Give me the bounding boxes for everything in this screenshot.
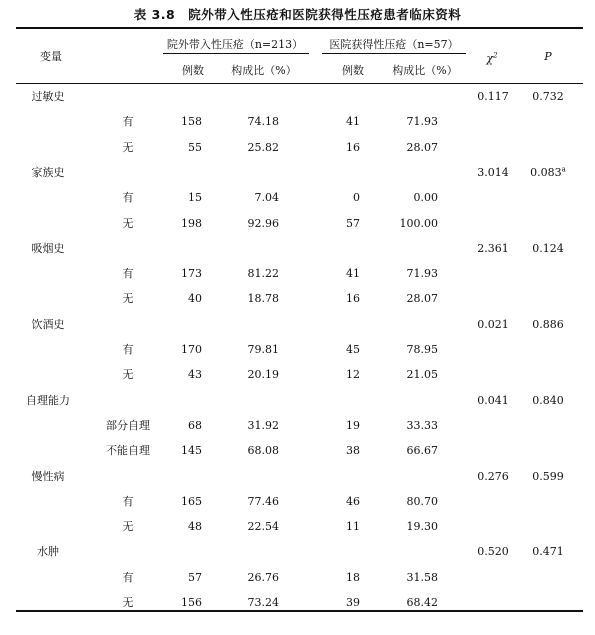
count-group2: 38 <box>346 444 360 458</box>
table-title: 表 3.8 院外带入性压疮和医院获得性压疮患者临床资料 <box>133 7 462 22</box>
ratio-group1: 25.82 <box>247 140 279 154</box>
count-group1: 145 <box>181 444 202 458</box>
p-value-text: 0.083 <box>530 165 562 179</box>
header-chi2: $\chi^2$ <box>486 51 498 65</box>
ratio-group1: 79.81 <box>247 343 279 356</box>
p-footnote-mark: a <box>561 165 566 174</box>
count-group2: 11 <box>346 520 360 534</box>
level-label: 有 <box>122 494 134 508</box>
count-group2: 16 <box>346 292 360 306</box>
count-group1: 173 <box>181 267 202 281</box>
count-group1: 158 <box>181 115 202 129</box>
count-group2: 57 <box>346 216 360 230</box>
variable-label: 家族史 <box>31 165 65 179</box>
ratio-group1: 18.78 <box>247 292 279 306</box>
count-group1: 55 <box>188 140 202 154</box>
level-label: 无 <box>122 216 134 230</box>
variable-label: 自理能力 <box>26 393 70 407</box>
variable-label: 水肿 <box>37 545 59 559</box>
level-label: 不能自理 <box>106 444 150 458</box>
level-label: 无 <box>122 368 134 382</box>
header-count-2: 例数 <box>342 64 364 77</box>
ratio-group1: 22.54 <box>247 520 279 534</box>
level-label: 无 <box>122 520 134 534</box>
count-group2: 41 <box>346 267 360 281</box>
count-group1: 43 <box>188 368 202 382</box>
ratio-group1: 31.92 <box>247 418 279 432</box>
count-group2: 46 <box>346 494 360 508</box>
chi2-value: 0.041 <box>477 393 509 407</box>
level-label: 有 <box>122 570 134 584</box>
group2-underline <box>322 53 466 54</box>
ratio-group2: 31.58 <box>406 570 438 584</box>
variable-label: 过敏史 <box>31 90 65 103</box>
variable-label: 饮酒史 <box>31 317 65 331</box>
group1-underline <box>163 53 309 54</box>
count-group2: 39 <box>346 596 360 609</box>
p-value: 0.124 <box>532 241 564 255</box>
count-group1: 68 <box>188 418 202 432</box>
variable-label: 吸烟史 <box>31 241 65 255</box>
count-group1: 156 <box>181 596 202 609</box>
ratio-group2: 100.00 <box>399 216 438 230</box>
count-group2: 41 <box>346 115 360 129</box>
count-group1: 57 <box>188 570 202 584</box>
ratio-group1: 81.22 <box>247 267 279 281</box>
ratio-group1: 26.76 <box>247 570 279 584</box>
count-group2: 0 <box>353 191 360 205</box>
level-label: 部分自理 <box>106 418 150 432</box>
count-group1: 165 <box>181 494 202 508</box>
level-label: 有 <box>122 115 134 129</box>
ratio-group2: 68.42 <box>406 596 438 609</box>
ratio-group2: 71.93 <box>406 115 438 129</box>
ratio-group2: 80.70 <box>406 494 438 508</box>
count-group1: 48 <box>188 520 202 534</box>
chi2-value: 0.117 <box>477 90 509 103</box>
count-group1: 15 <box>188 191 202 205</box>
ratio-group2: 21.05 <box>406 368 438 382</box>
ratio-group1: 74.18 <box>247 115 279 129</box>
ratio-group2: 78.95 <box>406 343 438 356</box>
top-rule <box>16 27 583 29</box>
header-ratio-2: 构成比（%） <box>392 64 458 77</box>
count-group2: 12 <box>346 368 360 382</box>
ratio-group1: 92.96 <box>247 216 279 230</box>
ratio-group2: 28.07 <box>406 292 438 306</box>
ratio-group1: 77.46 <box>247 494 279 508</box>
variable-label: 慢性病 <box>31 469 65 483</box>
count-group1: 40 <box>188 292 202 306</box>
header-ratio-1: 构成比（%） <box>231 64 297 77</box>
p-value: 0.886 <box>532 317 564 331</box>
level-label: 有 <box>122 191 134 205</box>
chi2-value: 0.276 <box>477 469 509 483</box>
count-group2: 16 <box>346 140 360 154</box>
ratio-group2: 19.30 <box>406 520 438 534</box>
chi2-value: 3.014 <box>477 165 509 179</box>
count-group2: 19 <box>346 418 360 432</box>
ratio-group1: 68.08 <box>247 444 279 458</box>
p-value: 0.732 <box>532 90 564 103</box>
ratio-group2: 0.00 <box>413 191 438 205</box>
ratio-group1: 7.04 <box>254 191 279 205</box>
ratio-group1: 20.19 <box>247 368 279 382</box>
ratio-group2: 66.67 <box>406 444 438 458</box>
count-group2: 45 <box>346 343 360 356</box>
header-rule <box>16 83 583 84</box>
level-label: 有 <box>122 267 134 281</box>
count-group1: 198 <box>181 216 202 230</box>
ratio-group2: 28.07 <box>406 140 438 154</box>
bottom-rule <box>16 610 583 612</box>
header-variable: 变量 <box>40 50 62 63</box>
p-value: 0.471 <box>532 545 564 559</box>
header-group1: 院外带入性压疮（n=213） <box>166 38 304 51</box>
ratio-group1: 73.24 <box>247 596 279 609</box>
header-group2: 医院获得性压疮（n=57） <box>329 38 459 51</box>
p-value: 0.840 <box>532 393 564 407</box>
ratio-group2: 71.93 <box>406 267 438 281</box>
p-value: 0.599 <box>532 469 564 483</box>
level-label: 无 <box>122 140 134 154</box>
chi2-value: 2.361 <box>477 241 509 255</box>
count-group2: 18 <box>346 570 360 584</box>
p-value <box>530 166 566 180</box>
chi2-value: 0.520 <box>477 545 509 559</box>
header-count-1: 例数 <box>182 64 204 77</box>
ratio-group2: 33.33 <box>406 418 438 432</box>
level-label: 有 <box>122 343 134 356</box>
chi2-value: 0.021 <box>477 317 509 331</box>
count-group1: 170 <box>181 343 202 356</box>
header-p: P <box>544 50 552 63</box>
level-label: 无 <box>122 292 134 306</box>
level-label: 无 <box>122 596 134 609</box>
